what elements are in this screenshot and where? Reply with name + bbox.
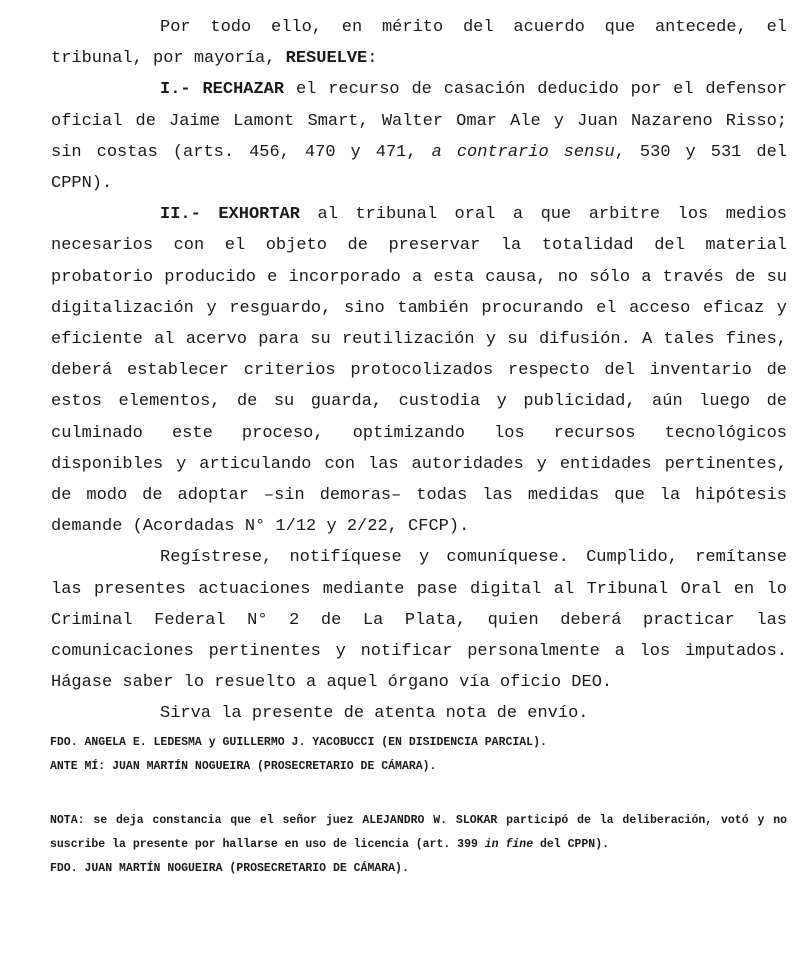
sirva-text: Sirva la presente de atenta nota de envío. <box>160 704 589 724</box>
nota-signature-line: FDO. JUAN MARTÍN NOGUEIRA (PROSECRETARIO DE CÁMARA). <box>50 861 409 875</box>
resuelve-keyword: RESUELVE <box>285 49 368 69</box>
point1-text-a: el recurso de casación deducido por el defensor oficial de Jaime Lamont Smart, Walter Omar Ale y Juan Nazareno Risso; sin costas (arts. 456, 470 y 471, <box>51 80 787 162</box>
signature-line: FDO. ANGELA E. LEDESMA y GUILLERMO J. YACOBUCCI (EN DISIDENCIA PARCIAL). <box>50 735 547 749</box>
point2-verb: EXHORTAR <box>218 205 300 225</box>
nota-paragraph <box>50 809 787 857</box>
spacer <box>51 779 787 809</box>
ante-mi-line: ANTE MÍ: JUAN MARTÍN NOGUEIRA (PROSECRETARIO DE CÁMARA). <box>50 759 437 773</box>
point1-text-b: , 530 y 531 del CPPN). <box>51 142 787 194</box>
nota-text-b: del CPPN). <box>533 837 610 851</box>
sirva-paragraph <box>51 698 787 729</box>
registrese-paragraph <box>51 542 787 698</box>
resolution-point-1 <box>51 74 787 199</box>
point2-numeral: II.- <box>160 205 201 225</box>
registrese-text: Regístrese, notifíquese y comuníquese. Cumplido, remítanse las presentes actuaciones mediante pase digital al Tribunal Oral en lo Criminal Federal N° 2 de La Plata, quien deberá practicar las comunicaciones pertinentes y notificar personalmente a los imputados. Hágase saber lo resuelto a aquel órgano vía oficio DEO. <box>51 548 787 693</box>
nota-italic: in fine <box>484 837 534 851</box>
point1-verb: RECHAZAR <box>202 80 285 100</box>
document-body <box>51 12 787 881</box>
nota-text-a: NOTA: se deja constancia que el señor juez ALEJANDRO W. SLOKAR participó de la deliberación, votó y no suscribe la presente por hallarse en uso de licencia (art. 399 <box>50 813 787 851</box>
intro-colon: : <box>367 49 378 69</box>
intro-text: Por todo ello, en mérito del acuerdo que antecede, el tribunal, por mayoría, <box>51 18 787 69</box>
intro-paragraph <box>51 12 787 74</box>
resolution-point-2 <box>51 199 787 542</box>
point1-numeral: I.- <box>160 80 191 100</box>
point2-text: al tribunal oral a que arbitre los medios necesarios con el objeto de preservar la totalidad del material probatorio producido e incorporado a esta causa, no sólo a través de su digitalización y resguardo, sino también procurando el acceso eficaz y eficiente al acervo para su reutilización y su difusión. A tales fines, deberá establecer criterios protocolizados respecto del inventario de estos elementos, de su guarda, custodia y publicidad, aún luego de culminado este proceso, optimizando los recursos tecnológicos disponibles y articulando con las autoridades y entidades pertinentes, de modo de adoptar –sin demoras– todas las medidas que la hipótesis demande (Acordadas N° 1/12 y 2/22, CFCP). <box>51 205 787 537</box>
point1-italic: a contrario sensu <box>431 142 615 162</box>
